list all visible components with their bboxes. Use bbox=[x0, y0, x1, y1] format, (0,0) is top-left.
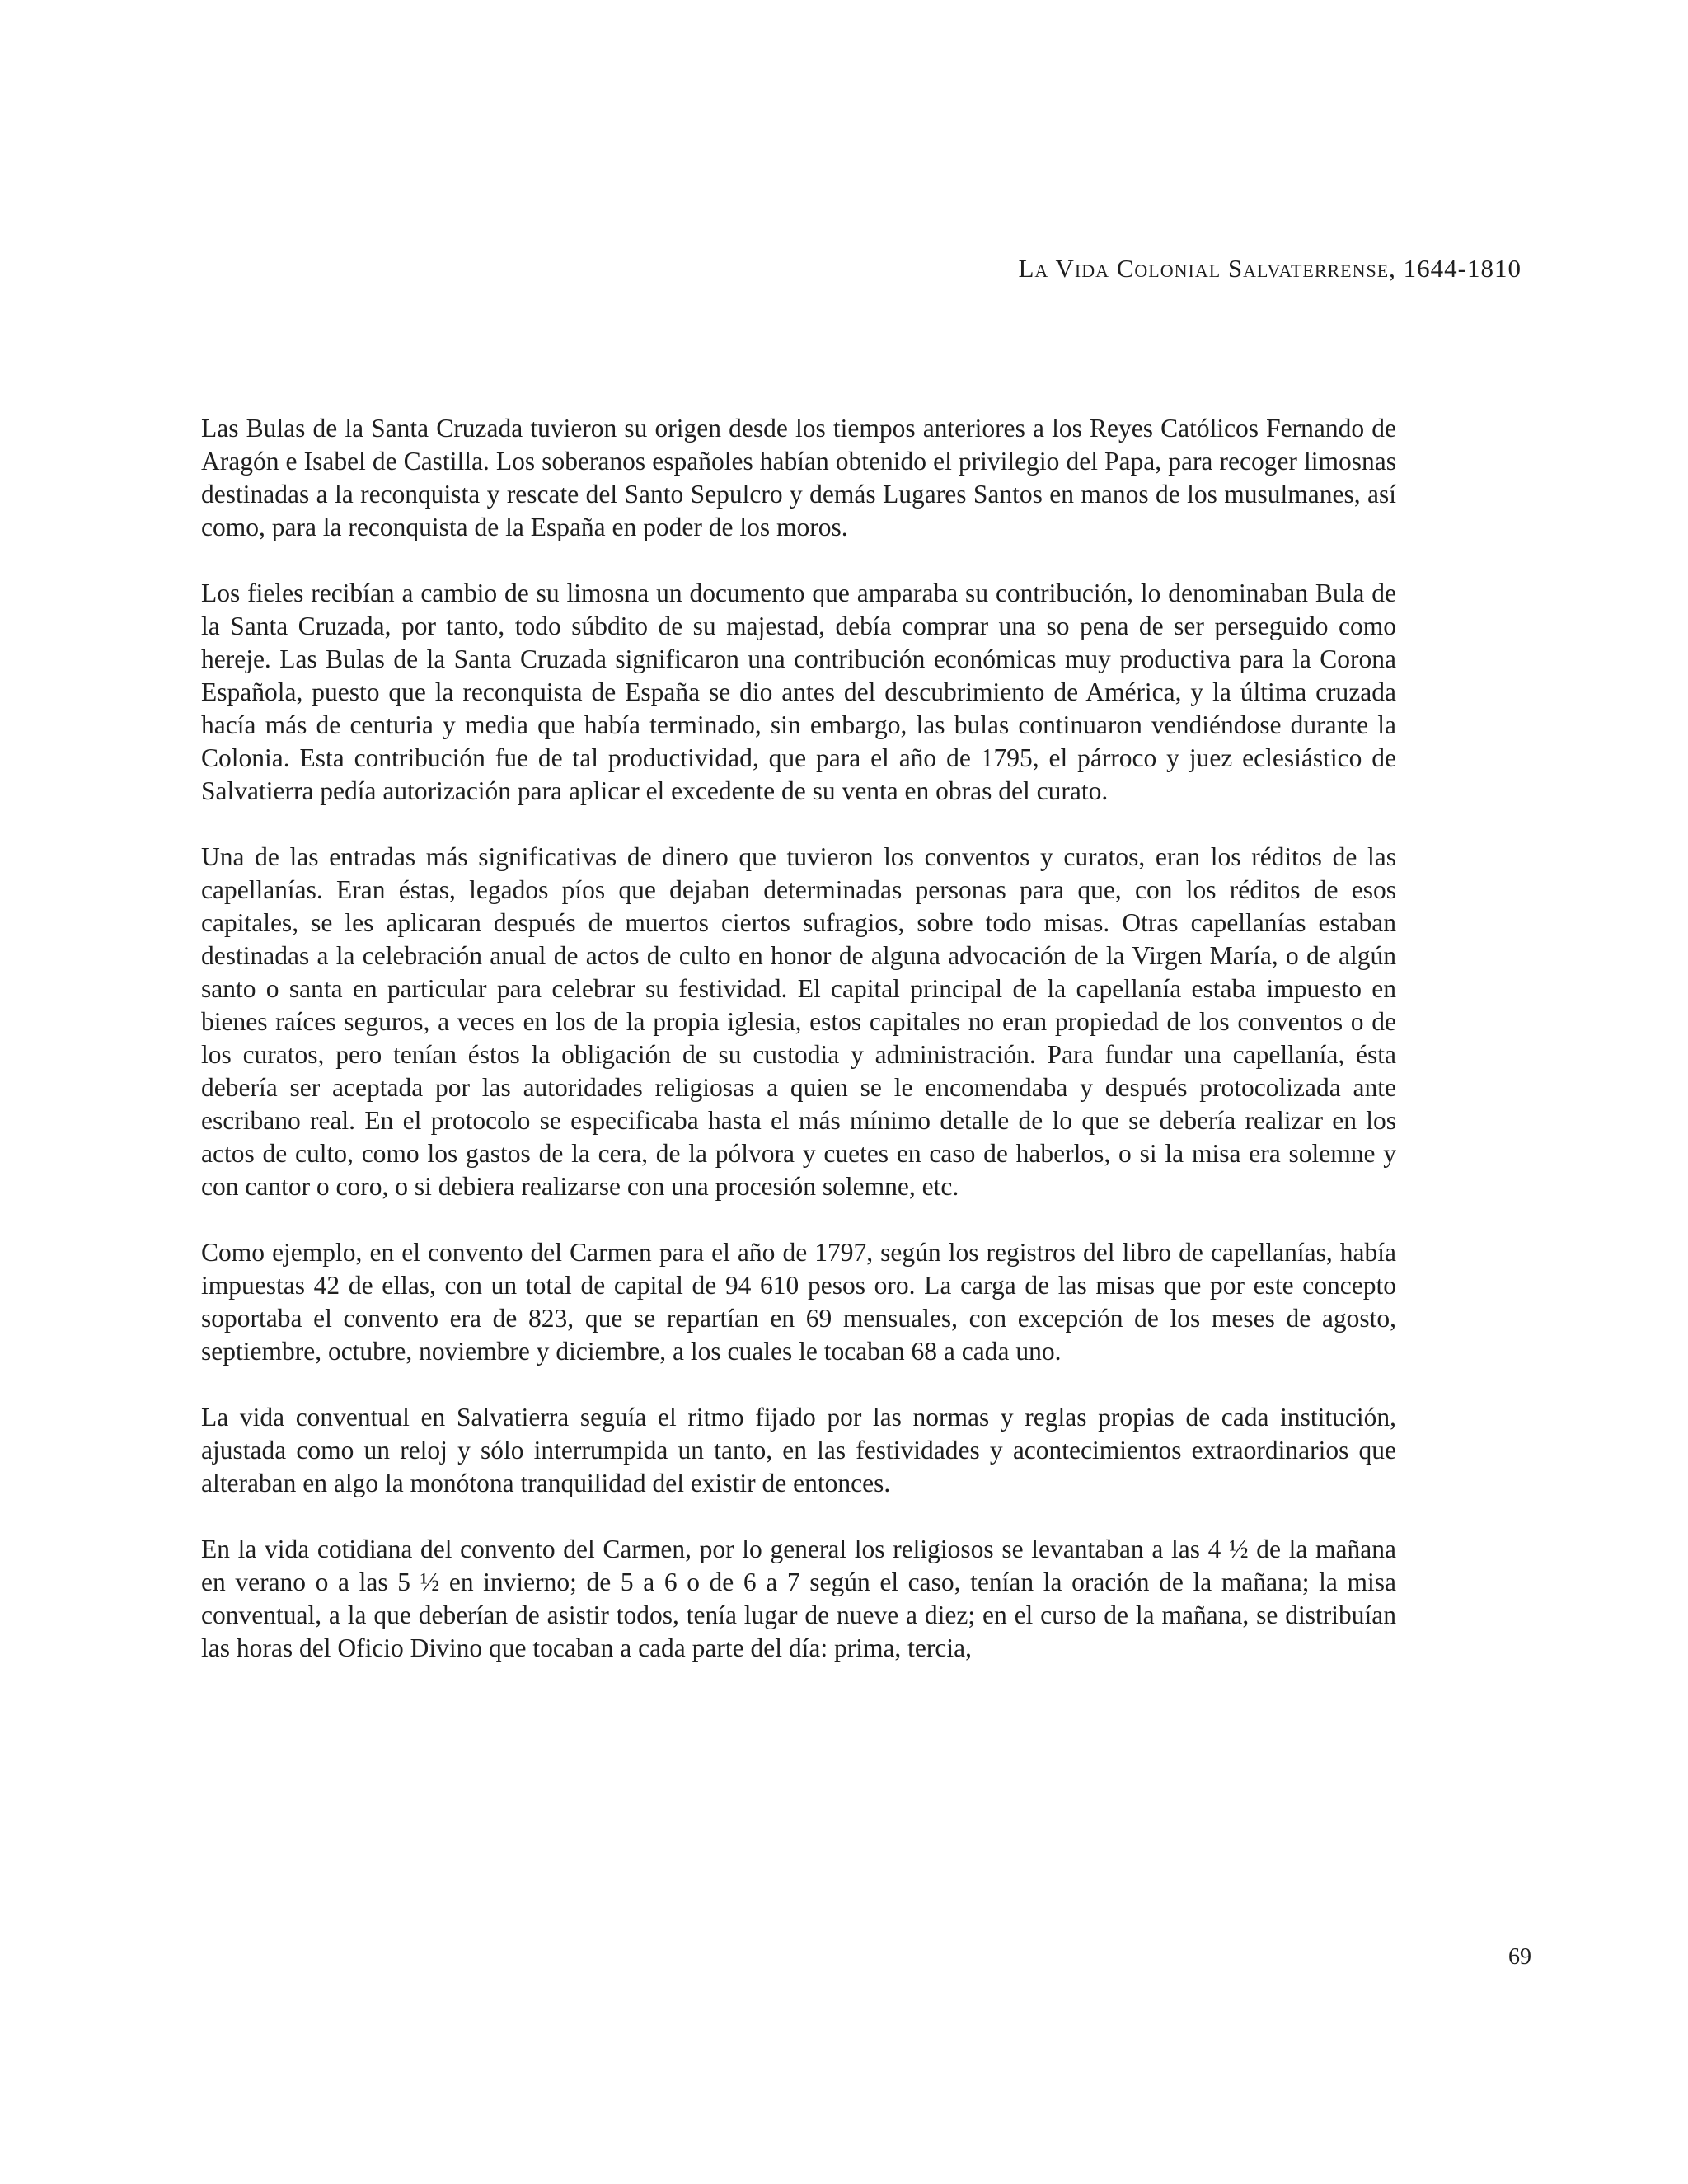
running-header: La Vida Colonial Salvaterrense, 1644-1810 bbox=[1018, 254, 1522, 283]
body-text bbox=[201, 412, 1396, 1665]
paragraph-capellanias: Una de las entradas más significativas de dinero que tuvieron los conventos y curatos, eran los réditos de las capellanías. Eran éstas, legados píos que dejaban determinadas personas para que, con los réditos de esos capitales, se les aplicaran después de muertos ciertos sufragios, sobre todo misas. Otras capellanías estaban destinadas a la celebración anual de actos de culto en honor de alguna advocación de la Virgen María, o de algún santo o santa en particular para celebrar su festividad. El capital principal de la capellanía estaba impuesto en bienes raíces seguros, a veces en los de la propia iglesia, estos capitales no eran propiedad de los conventos o de los curatos, pero tenían éstos la obligación de su custodia y administración. Para fundar una capellanía, ésta debería ser aceptada por las autoridades religiosas a quien se le encomendaba y después protocolizada ante escribano real. En el protocolo se especificaba hasta el más mínimo detalle de lo que se debería realizar en los actos de culto, como los gastos de la cera, de la pólvora y cuetes en caso de haberlos, o si la misa era solemne y con cantor o coro, o si debiera realizarse con una procesión solemne, etc. bbox=[201, 842, 1396, 1201]
paragraph-bulas-origen: Las Bulas de la Santa Cruzada tuvieron su origen desde los tiempos anteriores a los Reyes Católicos Fernando de Aragón e Isabel de Castilla. Los soberanos españoles habían obtenido el privilegio del Papa, para recoger limosnas destinadas a la reconquista y rescate del Santo Sepulcro y demás Lugares Santos en manos de los musulmanes, así como, para la reconquista de la España en poder de los moros. bbox=[201, 414, 1396, 541]
paragraph-convento-carmen-ejemplo: Como ejemplo, en el convento del Carmen para el año de 1797, según los registros del libro de capellanías, había impuestas 42 de ellas, con un total de capital de 94 610 pesos oro. La carga de las misas que por este concepto soportaba el convento era de 823, que se repartían en 69 mensuales, con excepción de los meses de agosto, septiembre, octubre, noviembre y diciembre, a los cuales le tocaban 68 a cada uno. bbox=[201, 1238, 1396, 1366]
paragraph-vida-conventual: La vida conventual en Salvatierra seguía el ritmo fijado por las normas y reglas propias de cada institución, ajustada como un reloj y sólo interrumpida un tanto, en las festividades y acontecimientos extraordinarios que alteraban en algo la monótona tranquilidad del existir de entonces. bbox=[201, 1403, 1396, 1497]
paragraph-bulas-contribucion: Los fieles recibían a cambio de su limosna un documento que amparaba su contribución, lo denominaban Bula de la Santa Cruzada, por tanto, todo súbdito de su majestad, debía comprar una so pena de ser perseguido como hereje. Las Bulas de la Santa Cruzada significaron una contribución económicas muy productiva para la Corona Española, puesto que la reconquista de España se dio antes del descubrimiento de América, y la última cruzada hacía más de centuria y media que había terminado, sin embargo, las bulas continuaron vendiéndose durante la Colonia. Esta contribución fue de tal productividad, que para el año de 1795, el párroco y juez eclesiástico de Salvatierra pedía autorización para aplicar el excedente de su venta en obras del curato. bbox=[201, 579, 1396, 805]
page-number: 69 bbox=[1508, 1944, 1531, 1970]
paragraph-vida-cotidiana: En la vida cotidiana del convento del Carmen, por lo general los religiosos se levantaban a las 4 ½ de la mañana en verano o a las 5 ½ en invierno; de 5 a 6 o de 6 a 7 según el caso, tenían la oración de la mañana; la misa conventual, a la que deberían de asistir todos, tenía lugar de nueve a diez; en el curso de la mañana, se distribuían las horas del Oficio Divino que tocaban a cada parte del día: prima, tercia, bbox=[201, 1535, 1396, 1662]
